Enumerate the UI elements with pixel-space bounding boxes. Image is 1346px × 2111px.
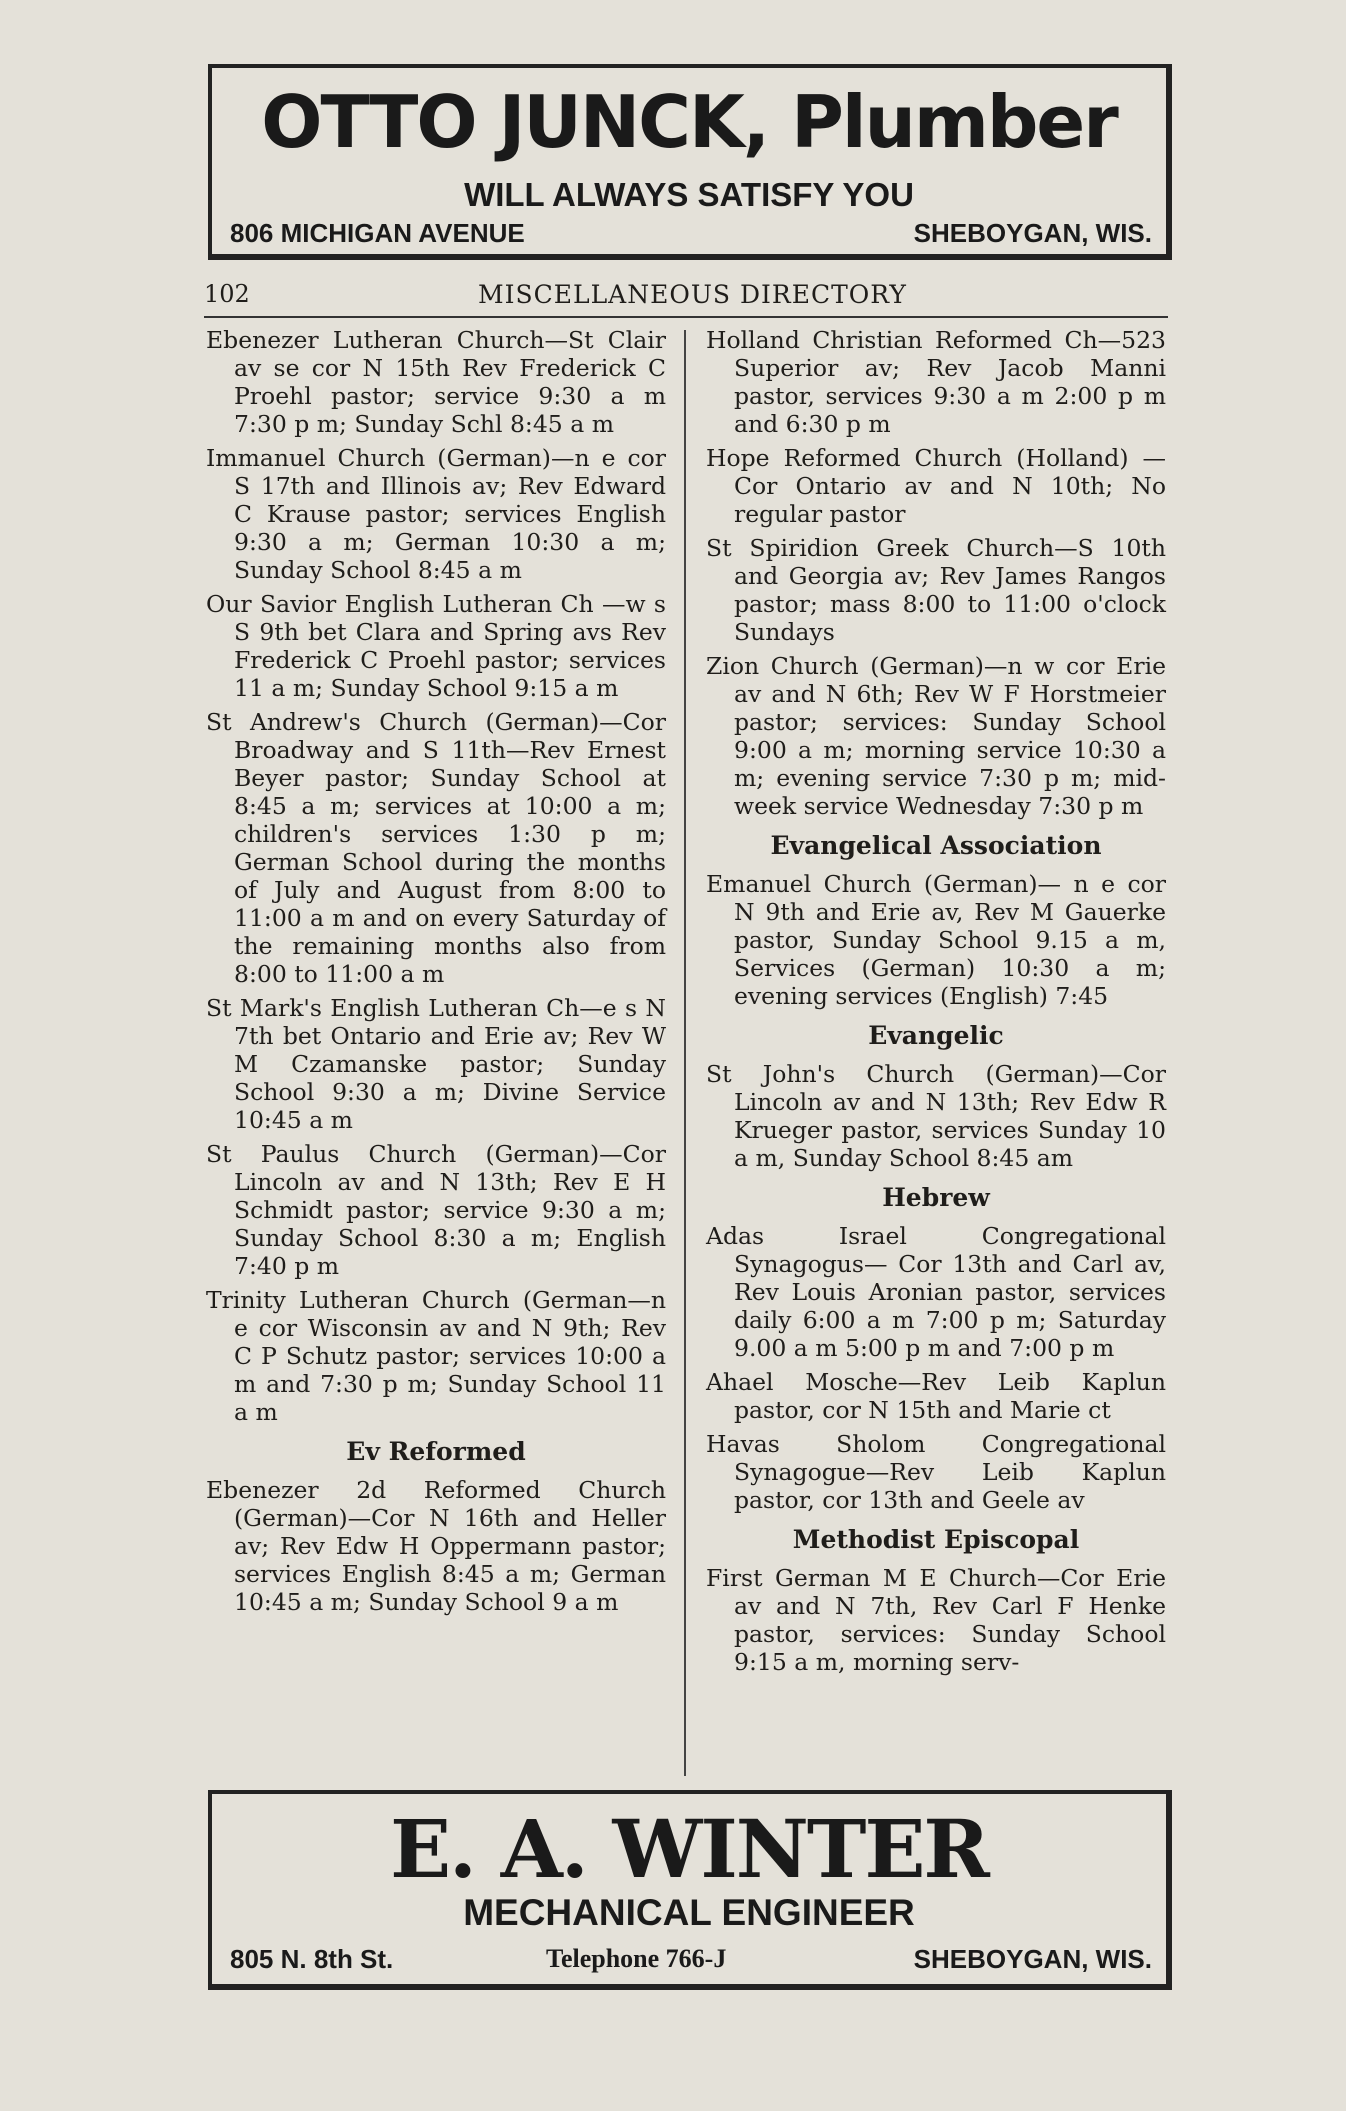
- directory-entry: St Andrew's Church (German)—Cor Broadway and S 11th—Rev Ernest Beyer pastor; Sunday School at 8:45 a m; services at 10:00 a m; children's services 1:30 p m; German School during the months of July and August from 8:00 to 11:00 a m and on every Saturday of the remaining months also from 8:00 to 11:00 a m: [206, 708, 666, 988]
- ad-slogan: WILL ALWAYS SATISFY YOU: [464, 176, 914, 213]
- left-column: [206, 326, 666, 1622]
- directory-entry: Holland Christian Reformed Ch—523 Superior av; Rev Jacob Manni pastor, services 9:30 a m 2:00 p m and 6:30 p m: [706, 326, 1166, 438]
- directory-entry: Emanuel Church (German)— n e cor N 9th and Erie av, Rev M Gauerke pastor, Sunday School 9.15 a m, Services (German) 10:30 a m; evening services (English) 7:45: [706, 870, 1166, 1010]
- directory-entry: St Paulus Church (German)—Cor Lincoln av and N 13th; Rev E H Schmidt pastor; service 9:30 a m; Sunday School 8:30 a m; English 7:40 p m: [206, 1140, 666, 1280]
- ad-address: 805 N. 8th St.: [230, 1944, 394, 1974]
- category-heading: Evangelic: [868, 1021, 1004, 1050]
- directory-entry: Adas Israel Congregational Synagogus— Cor 13th and Carl av, Rev Louis Aronian pastor, services daily 6:00 a m 7:00 p m; Saturday 9.00 a m 5:00 p m and 7:00 p m: [706, 1222, 1166, 1362]
- ad-business-name: E. A. WINTER: [390, 1802, 988, 1896]
- directory-entry: St Mark's English Lutheran Ch—e s N 7th bet Ontario and Erie av; Rev W M Czamanske pastor; Sunday School 9:30 a m; Divine Service 10:45 a m: [206, 994, 666, 1134]
- directory-entry: St Spiridion Greek Church—S 10th and Georgia av; Rev James Rangos pastor; mass 8:00 to 11:00 o'clock Sundays: [706, 534, 1166, 646]
- ad-phone: Telephone 766-J: [546, 1944, 727, 1973]
- page-number: 102: [204, 280, 250, 308]
- directory-entry: Immanuel Church (German)—n e cor S 17th and Illinois av; Rev Edward C Krause pastor; services English 9:30 a m; German 10:30 a m; Sunday School 8:45 a m: [206, 444, 666, 584]
- directory-entry: Hope Reformed Church (Holland) —Cor Ontario av and N 10th; No regular pastor: [706, 444, 1166, 528]
- directory-entry: Trinity Lutheran Church (German—n e cor Wisconsin av and N 9th; Rev C P Schutz pastor; services 10:00 a m and 7:30 p m; Sunday School 11 a m: [206, 1286, 666, 1426]
- directory-entry: Our Savior English Lutheran Ch —w s S 9th bet Clara and Spring avs Rev Frederick C Proehl pastor; services 11 a m; Sunday School 9:15 a m: [206, 590, 666, 702]
- advertisement-plumber: [208, 64, 1172, 260]
- directory-entry: Ebenezer Lutheran Church—St Clair av se cor N 15th Rev Frederick C Proehl pastor; service 9:30 a m 7:30 p m; Sunday Schl 8:45 a m: [206, 326, 666, 438]
- category-heading: Hebrew: [882, 1183, 990, 1212]
- page-header: [204, 278, 1168, 318]
- header-rule: [204, 316, 1168, 318]
- category-heading: Ev Reformed: [346, 1437, 526, 1466]
- ad-city: SHEBOYGAN, WIS.: [913, 1944, 1152, 1974]
- ad-address: 806 MICHIGAN AVENUE: [230, 218, 525, 248]
- right-column: [706, 326, 1166, 1682]
- directory-entry: St John's Church (German)—Cor Lincoln av and N 13th; Rev Edw R Krueger pastor, services Sunday 10 a m, Sunday School 8:45 am: [706, 1060, 1166, 1172]
- category-heading: Evangelical Association: [770, 831, 1102, 860]
- ad-business-name: OTTO JUNCK, Plumber: [261, 80, 1117, 164]
- advertisement-engineer: [208, 1790, 1172, 1990]
- directory-entry: Zion Church (German)—n w cor Erie av and N 6th; Rev W F Horstmeier pastor; services: Sunday School 9:00 a m; morning service 10:30 a m; evening service 7:30 p m; mid-week service Wednesday 7:30 p m: [706, 652, 1166, 820]
- directory-entry: First German M E Church—Cor Erie av and N 7th, Rev Carl F Henke pastor, services: Sunday School 9:15 a m, morning serv-: [706, 1564, 1166, 1676]
- ad-profession: MECHANICAL ENGINEER: [463, 1892, 915, 1933]
- section-title: MISCELLANEOUS DIRECTORY: [478, 280, 907, 309]
- directory-entry: Ebenezer 2d Reformed Church (German)—Cor N 16th and Heller av; Rev Edw H Oppermann pastor; services English 8:45 a m; German 10:45 a m; Sunday School 9 a m: [206, 1476, 666, 1616]
- column-divider: [684, 330, 686, 1776]
- directory-entry: Havas Sholom Congregational Synagogue—Rev Leib Kaplun pastor, cor 13th and Geele av: [706, 1430, 1166, 1514]
- category-heading: Methodist Episcopal: [792, 1525, 1080, 1554]
- ad-city: SHEBOYGAN, WIS.: [913, 218, 1152, 248]
- directory-entry: Ahael Mosche—Rev Leib Kaplun pastor, cor N 15th and Marie ct: [706, 1368, 1166, 1424]
